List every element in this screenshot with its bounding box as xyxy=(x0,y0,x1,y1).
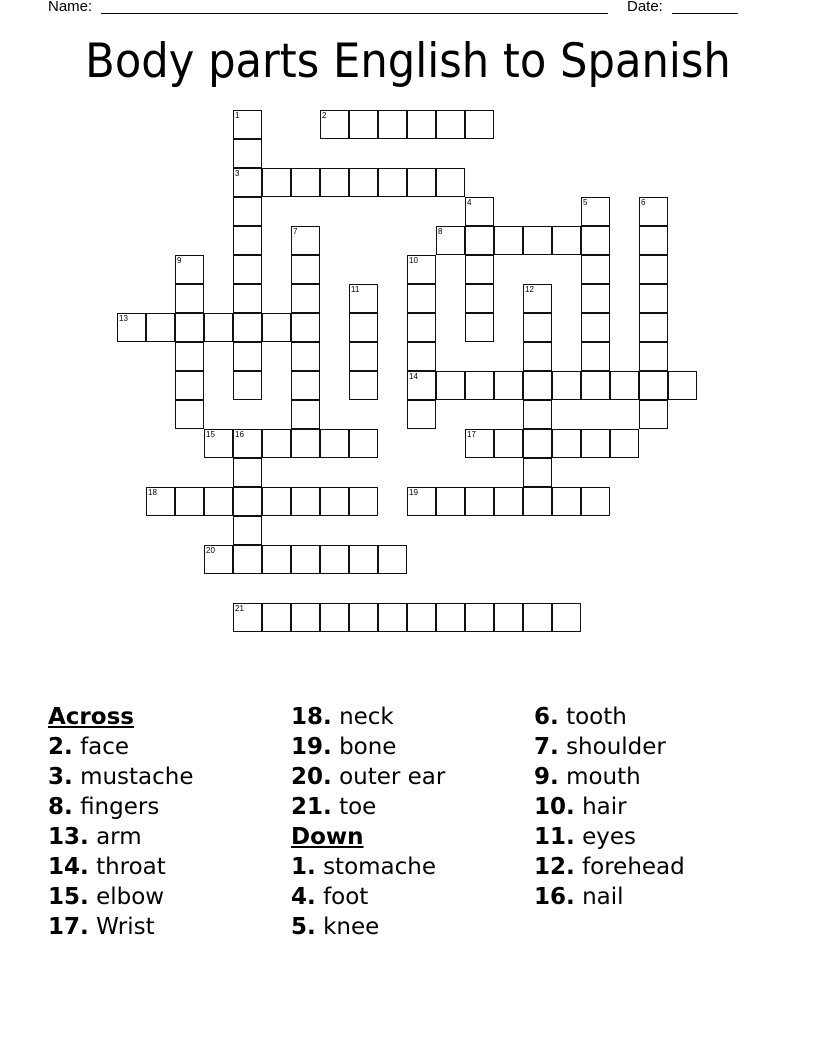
grid-cell[interactable] xyxy=(349,429,378,458)
grid-cell[interactable] xyxy=(581,255,610,284)
grid-cell[interactable] xyxy=(291,371,320,400)
grid-cell[interactable] xyxy=(494,371,523,400)
clue-down-6: 6. tooth xyxy=(534,704,627,730)
clue-across-2: 2. face xyxy=(48,734,130,760)
grid-cell[interactable] xyxy=(175,284,204,313)
clue-number: 9 xyxy=(177,256,182,265)
grid-cell[interactable] xyxy=(407,313,436,342)
grid-cell[interactable] xyxy=(262,168,291,197)
grid-cell[interactable] xyxy=(262,545,291,574)
grid-cell[interactable] xyxy=(233,226,262,255)
name-label: Name: xyxy=(48,0,93,15)
grid-cell[interactable] xyxy=(233,516,262,545)
clue-across-21: 21. toe xyxy=(291,794,377,820)
grid-cell[interactable] xyxy=(407,603,436,632)
grid-cell[interactable] xyxy=(610,429,639,458)
grid-cell[interactable] xyxy=(175,371,204,400)
clue-number: 14 xyxy=(409,372,418,381)
grid-cell[interactable] xyxy=(204,487,233,516)
grid-cell[interactable] xyxy=(581,197,610,226)
grid-cell[interactable] xyxy=(291,400,320,429)
grid-cell[interactable] xyxy=(204,545,233,574)
grid-cell[interactable] xyxy=(581,371,610,400)
grid-cell[interactable] xyxy=(465,429,494,458)
grid-cell[interactable] xyxy=(117,313,146,342)
grid-cell[interactable] xyxy=(436,371,465,400)
grid-cell[interactable] xyxy=(175,487,204,516)
clue-number: 1 xyxy=(235,111,240,120)
grid-cell[interactable] xyxy=(407,255,436,284)
grid-cell[interactable] xyxy=(639,400,668,429)
grid-cell[interactable] xyxy=(349,603,378,632)
grid-cell[interactable] xyxy=(233,545,262,574)
grid-cell[interactable] xyxy=(320,545,349,574)
clue-down-10: 10. hair xyxy=(534,794,627,820)
grid-cell[interactable] xyxy=(233,603,262,632)
grid-cell[interactable] xyxy=(436,168,465,197)
grid-cell[interactable] xyxy=(668,371,697,400)
grid-cell[interactable] xyxy=(407,284,436,313)
grid-cell[interactable] xyxy=(523,284,552,313)
clue-number: 17 xyxy=(467,430,476,439)
grid-cell[interactable] xyxy=(407,487,436,516)
clue-down-7: 7. shoulder xyxy=(534,734,666,760)
grid-cell[interactable] xyxy=(639,284,668,313)
grid-cell[interactable] xyxy=(320,487,349,516)
grid-cell[interactable] xyxy=(262,313,291,342)
grid-cell[interactable] xyxy=(523,226,552,255)
clue-number: 15 xyxy=(206,430,215,439)
clue-across-19: 19. bone xyxy=(291,734,397,760)
grid-cell[interactable] xyxy=(349,545,378,574)
clue-number: 19 xyxy=(409,488,418,497)
grid-cell[interactable] xyxy=(291,603,320,632)
grid-cell[interactable] xyxy=(146,313,175,342)
grid-cell[interactable] xyxy=(291,342,320,371)
grid-cell[interactable] xyxy=(378,603,407,632)
grid-cell[interactable] xyxy=(465,487,494,516)
grid-cell[interactable] xyxy=(291,255,320,284)
grid-cell[interactable] xyxy=(291,429,320,458)
grid-cell[interactable] xyxy=(581,313,610,342)
grid-cell[interactable] xyxy=(291,284,320,313)
grid-cell[interactable] xyxy=(320,603,349,632)
grid-cell[interactable] xyxy=(320,110,349,139)
grid-cell[interactable] xyxy=(407,371,436,400)
grid-cell[interactable] xyxy=(175,313,204,342)
grid-cell[interactable] xyxy=(639,342,668,371)
grid-cell[interactable] xyxy=(523,429,552,458)
grid-cell[interactable] xyxy=(378,168,407,197)
clue-across-13: 13. arm xyxy=(48,824,142,850)
grid-cell[interactable] xyxy=(581,487,610,516)
grid-cell[interactable] xyxy=(349,371,378,400)
clue-number: 6 xyxy=(641,198,646,207)
clue-across-15: 15. elbow xyxy=(48,884,165,910)
clue-down-4: 4. foot xyxy=(291,884,369,910)
clue-down-12: 12. forehead xyxy=(534,854,685,880)
grid-cell[interactable] xyxy=(204,429,233,458)
grid-cell[interactable] xyxy=(407,110,436,139)
grid-cell[interactable] xyxy=(349,284,378,313)
grid-cell[interactable] xyxy=(552,603,581,632)
clue-across-14: 14. throat xyxy=(48,854,166,880)
grid-cell[interactable] xyxy=(465,197,494,226)
grid-cell[interactable] xyxy=(639,255,668,284)
grid-cell[interactable] xyxy=(581,342,610,371)
clue-across-3: 3. mustache xyxy=(48,764,194,790)
grid-cell[interactable] xyxy=(233,110,262,139)
clue-across-20: 20. outer ear xyxy=(291,764,446,790)
grid-cell[interactable] xyxy=(639,197,668,226)
grid-cell[interactable] xyxy=(378,545,407,574)
grid-cell[interactable] xyxy=(465,313,494,342)
grid-cell[interactable] xyxy=(349,168,378,197)
grid-cell[interactable] xyxy=(204,313,233,342)
grid-cell[interactable] xyxy=(349,342,378,371)
grid-cell[interactable] xyxy=(233,342,262,371)
grid-cell[interactable] xyxy=(233,255,262,284)
grid-cell[interactable] xyxy=(175,342,204,371)
grid-cell[interactable] xyxy=(465,371,494,400)
grid-cell[interactable] xyxy=(465,284,494,313)
grid-cell[interactable] xyxy=(233,458,262,487)
clue-down-16: 16. nail xyxy=(534,884,624,910)
grid-cell[interactable] xyxy=(233,429,262,458)
grid-cell[interactable] xyxy=(233,371,262,400)
grid-cell[interactable] xyxy=(233,313,262,342)
grid-cell[interactable] xyxy=(262,429,291,458)
clue-across-17: 17. Wrist xyxy=(48,914,155,940)
grid-cell[interactable] xyxy=(523,371,552,400)
grid-cell[interactable] xyxy=(175,255,204,284)
grid-cell[interactable] xyxy=(523,458,552,487)
clue-across-18: 18. neck xyxy=(291,704,394,730)
date-label: Date: xyxy=(627,0,663,15)
clue-number: 4 xyxy=(467,198,472,207)
grid-cell[interactable] xyxy=(407,168,436,197)
clue-number: 16 xyxy=(235,430,244,439)
clue-number: 13 xyxy=(119,314,128,323)
clue-column-3 xyxy=(534,702,685,912)
grid-cell[interactable] xyxy=(291,487,320,516)
clue-number: 7 xyxy=(293,227,298,236)
grid-cell[interactable] xyxy=(233,487,262,516)
grid-cell[interactable] xyxy=(523,313,552,342)
grid-cell[interactable] xyxy=(494,226,523,255)
grid-cell[interactable] xyxy=(436,226,465,255)
clue-column-1 xyxy=(48,702,194,942)
grid-cell[interactable] xyxy=(552,487,581,516)
grid-cell[interactable] xyxy=(320,168,349,197)
clue-down-1: 1. stomache xyxy=(291,854,437,880)
grid-cell[interactable] xyxy=(407,400,436,429)
grid-cell[interactable] xyxy=(523,400,552,429)
grid-cell[interactable] xyxy=(291,313,320,342)
clue-column-2 xyxy=(291,702,445,942)
grid-cell[interactable] xyxy=(407,342,436,371)
grid-cell[interactable] xyxy=(233,284,262,313)
grid-cell[interactable] xyxy=(436,487,465,516)
grid-cell[interactable] xyxy=(175,400,204,429)
grid-cell[interactable] xyxy=(436,603,465,632)
grid-cell[interactable] xyxy=(523,342,552,371)
grid-cell[interactable] xyxy=(146,487,175,516)
clue-number: 21 xyxy=(235,604,244,613)
grid-cell[interactable] xyxy=(349,313,378,342)
grid-cell[interactable] xyxy=(465,226,494,255)
clue-number: 3 xyxy=(235,169,240,178)
grid-cell[interactable] xyxy=(523,603,552,632)
grid-cell[interactable] xyxy=(552,226,581,255)
grid-cell[interactable] xyxy=(639,371,668,400)
grid-cell[interactable] xyxy=(378,110,407,139)
down-heading: Down xyxy=(291,824,364,850)
grid-cell[interactable] xyxy=(581,284,610,313)
grid-cell[interactable] xyxy=(581,429,610,458)
grid-cell[interactable] xyxy=(291,226,320,255)
grid-cell[interactable] xyxy=(233,139,262,168)
clue-number: 10 xyxy=(409,256,418,265)
clue-number: 2 xyxy=(322,111,327,120)
clue-number: 11 xyxy=(351,285,360,294)
grid-cell[interactable] xyxy=(494,487,523,516)
clue-number: 5 xyxy=(583,198,588,207)
grid-cell[interactable] xyxy=(291,545,320,574)
grid-cell[interactable] xyxy=(262,603,291,632)
clue-number: 18 xyxy=(148,488,157,497)
grid-cell[interactable] xyxy=(436,110,465,139)
grid-cell[interactable] xyxy=(552,371,581,400)
grid-cell[interactable] xyxy=(552,429,581,458)
across-heading: Across xyxy=(48,704,134,730)
grid-cell[interactable] xyxy=(233,197,262,226)
grid-cell[interactable] xyxy=(349,110,378,139)
grid-cell[interactable] xyxy=(610,371,639,400)
grid-cell[interactable] xyxy=(465,255,494,284)
clue-down-9: 9. mouth xyxy=(534,764,641,790)
grid-cell[interactable] xyxy=(465,603,494,632)
clue-down-11: 11. eyes xyxy=(534,824,636,850)
grid-cell[interactable] xyxy=(262,487,291,516)
grid-cell[interactable] xyxy=(349,487,378,516)
page-title: Body parts English to Spanish xyxy=(85,34,731,89)
clue-number: 20 xyxy=(206,546,215,555)
clue-number: 8 xyxy=(438,227,443,236)
clue-down-5: 5. knee xyxy=(291,914,380,940)
grid-cell[interactable] xyxy=(465,110,494,139)
grid-cell[interactable] xyxy=(523,487,552,516)
clue-across-8: 8. fingers xyxy=(48,794,160,820)
grid-cell[interactable] xyxy=(639,226,668,255)
grid-cell[interactable] xyxy=(233,168,262,197)
grid-cell[interactable] xyxy=(494,603,523,632)
grid-cell[interactable] xyxy=(291,168,320,197)
clue-number: 12 xyxy=(525,285,534,294)
grid-cell[interactable] xyxy=(320,429,349,458)
grid-cell[interactable] xyxy=(639,313,668,342)
grid-cell[interactable] xyxy=(494,429,523,458)
grid-cell[interactable] xyxy=(581,226,610,255)
